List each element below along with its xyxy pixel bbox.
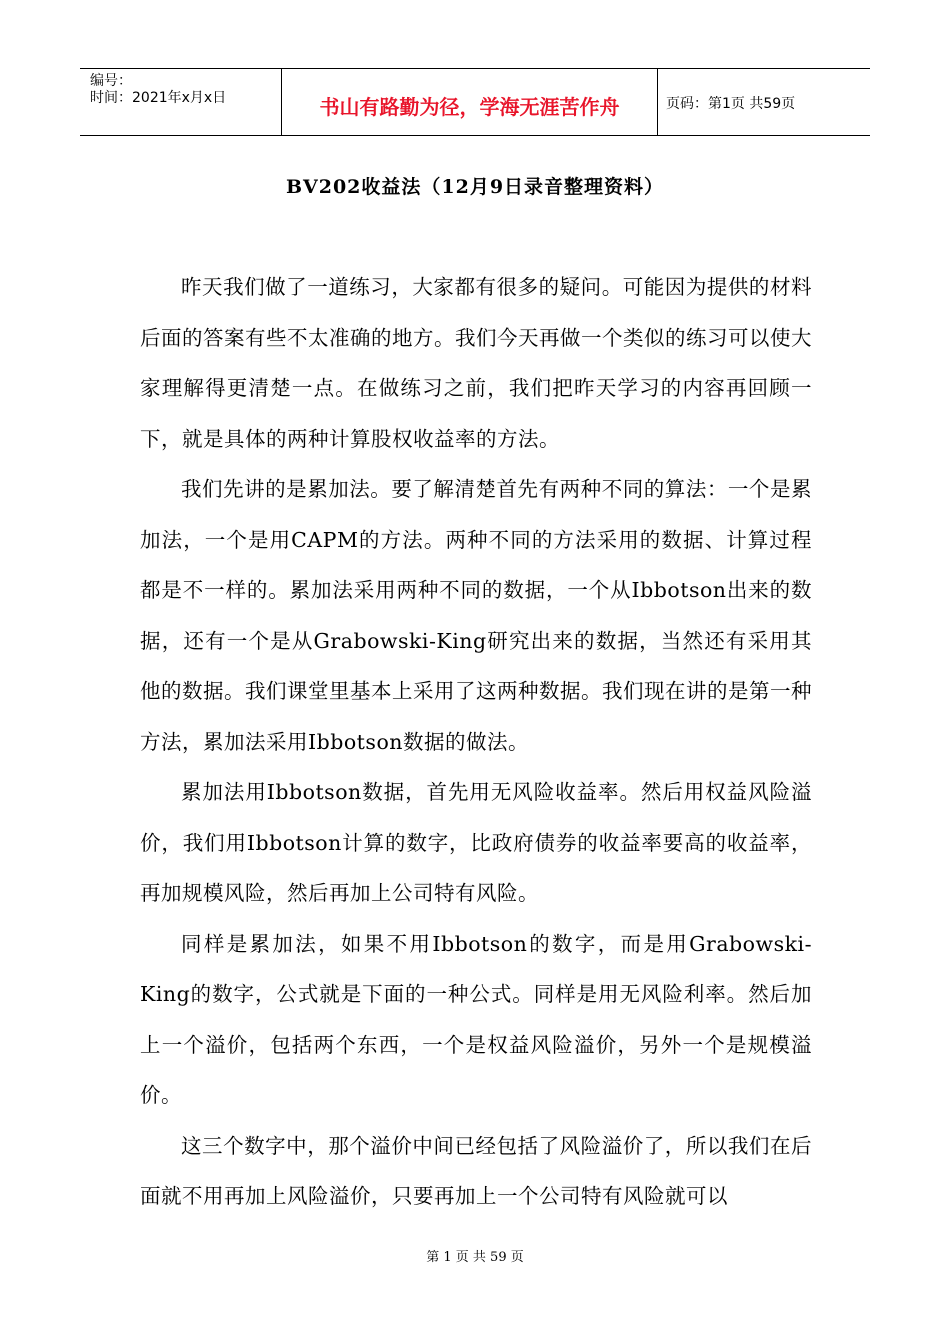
- header-motto-cell: [282, 69, 658, 135]
- header-meta-cell: [80, 69, 282, 135]
- paragraph: 昨天我们做了一道练习，大家都有很多的疑问。可能因为提供的材料后面的答案有些不太准确的地方。我们今天再做一个类似的练习可以使大家理解得更清楚一点。在做练习之前，我们把昨天学习的内容再回顾一下，就是具体的两种计算股权收益率的方法。: [140, 275, 812, 451]
- page-footer: 第 1 页 共 59 页: [426, 1250, 524, 1265]
- header-motto: 书山有路勤为径，学海无涯苦作舟: [319, 94, 620, 119]
- header-page-cell: [658, 69, 870, 135]
- document-body: [140, 262, 812, 1222]
- paragraph: 这三个数字中，那个溢价中间已经包括了风险溢价了，所以我们在后面就不用再加上风险溢价，只要再加上一个公司特有风险就可以: [140, 1133, 812, 1208]
- document-title: BV202收益法（12月9日录音整理资料）: [285, 176, 665, 198]
- page-header: [80, 68, 870, 136]
- number-label: 编号：: [90, 73, 132, 89]
- paragraph: 累加法用Ibbotson数据，首先用无风险收益率。然后用权益风险溢价，我们用Ibbotson计算的数字，比政府债券的收益率要高的收益率，再加规模风险，然后再加上公司特有风险。: [140, 780, 812, 905]
- time-label: 时间：2021年x月x日: [90, 90, 227, 106]
- paragraph: 我们先讲的是累加法。要了解清楚首先有两种不同的算法：一个是累加法，一个是用CAPM的方法。两种不同的方法采用的数据、计算过程都是不一样的。累加法采用两种不同的数据，一个从Ibbotson出来的数据，还有一个是从Grabowski-King研究出来的数据，当然还有采用其他的数据。我们课堂里基本上采用了这两种数据。我们现在讲的是第一种方法，累加法采用Ibbotson数据的做法。: [140, 477, 812, 754]
- paragraph: 同样是累加法，如果不用Ibbotson的数字，而是用Grabowski-King的数字，公式就是下面的一种公式。同样是用无风险利率。然后加上一个溢价，包括两个东西，一个是权益风险溢价，另外一个是规模溢价。: [140, 931, 812, 1107]
- header-page-code: 页码：第1页 共59页: [666, 96, 796, 112]
